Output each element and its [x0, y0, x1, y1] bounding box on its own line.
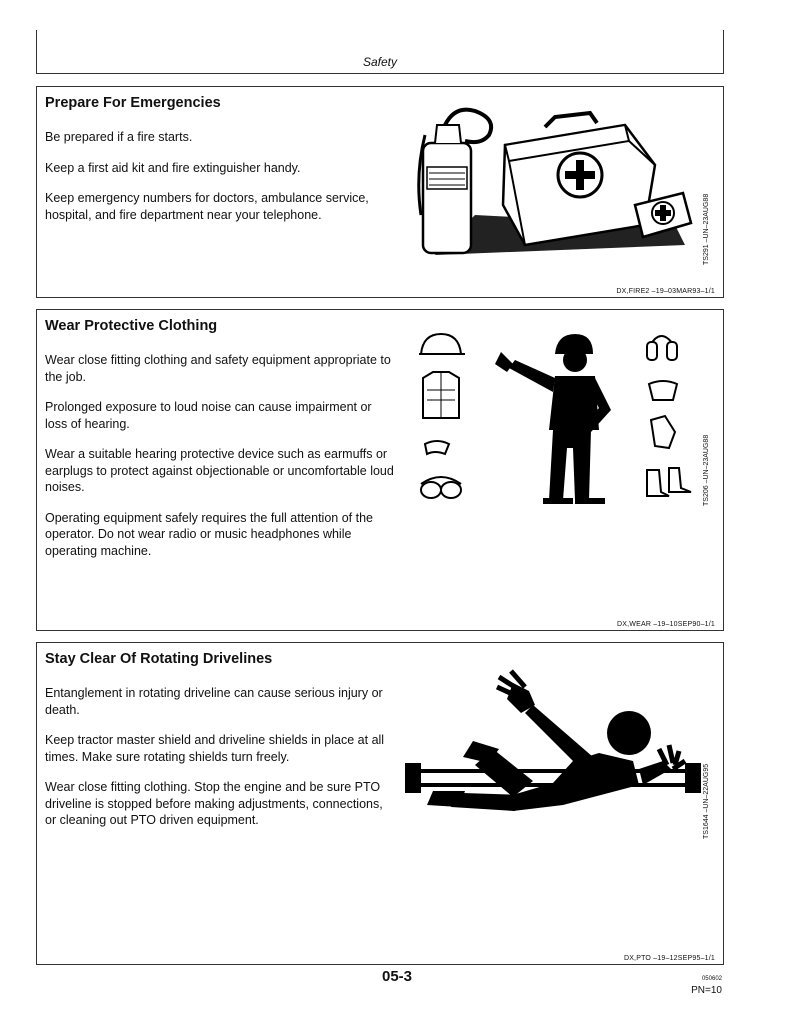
paragraph: Keep a first aid kit and fire extinguisher handy. [45, 160, 301, 175]
paragraph: Wear close fitting clothing. Stop the engine and be sure PTO driveline is stopped before making adjustments, connections, or cleaning out PTO driven equipment. [45, 780, 383, 827]
figure-code: TS206 –UN–23AUG88 [703, 434, 710, 506]
figure-code: TS291 –UN–23AUG88 [703, 193, 710, 265]
figure-code: TS1644 –UN–22AUG95 [703, 763, 710, 839]
small-code: 050602 [701, 976, 722, 982]
page-header [36, 30, 724, 74]
section-title: Prepare For Emergencies [45, 95, 221, 111]
paragraph: Keep emergency numbers for doctors, ambulance service, hospital, and fire department near your telephone. [45, 191, 369, 222]
section-protective-clothing [36, 309, 724, 631]
section-title: Wear Protective Clothing [45, 318, 218, 334]
protective-equipment-illustration [415, 320, 695, 505]
paragraph: Wear close fitting clothing and safety equipment appropriate to the job. [45, 353, 391, 384]
document-code: DX,FIRE2 –19–03MAR93–1/1 [616, 288, 715, 295]
section-body [45, 352, 395, 573]
paragraph: Entanglement in rotating driveline can cause serious injury or death. [45, 686, 383, 717]
fire-extinguisher-first-aid-illustration [415, 105, 695, 265]
paragraph: Prolonged exposure to loud noise can cause impairment or loss of hearing. [45, 400, 372, 431]
paragraph: Keep tractor master shield and driveline shields in place at all times. Make sure rotating shields turn freely. [45, 733, 385, 764]
section-prepare-emergencies [36, 86, 724, 298]
section-rotating-drivelines [36, 642, 724, 965]
page-number: 05-3 [381, 968, 413, 985]
paragraph: Be prepared if a fire starts. [45, 130, 193, 144]
driveline-entanglement-illustration [403, 665, 703, 815]
section-body [45, 129, 395, 237]
section-body [45, 685, 395, 843]
document-code: DX,PTO –19–12SEP95–1/1 [623, 955, 715, 962]
section-title: Stay Clear Of Rotating Drivelines [45, 651, 273, 667]
pn-label: PN=10 [691, 985, 722, 996]
paragraph: Operating equipment safely requires the full attention of the operator. Do not wear radio or music headphones while operating machine. [45, 510, 373, 558]
paragraph: Wear a suitable hearing protective device such as earmuffs or earplugs to protect against objectionable or uncomfortable loud noises. [45, 447, 394, 494]
header-title: Safety [362, 55, 398, 69]
document-code: DX,WEAR –19–10SEP90–1/1 [617, 621, 715, 628]
